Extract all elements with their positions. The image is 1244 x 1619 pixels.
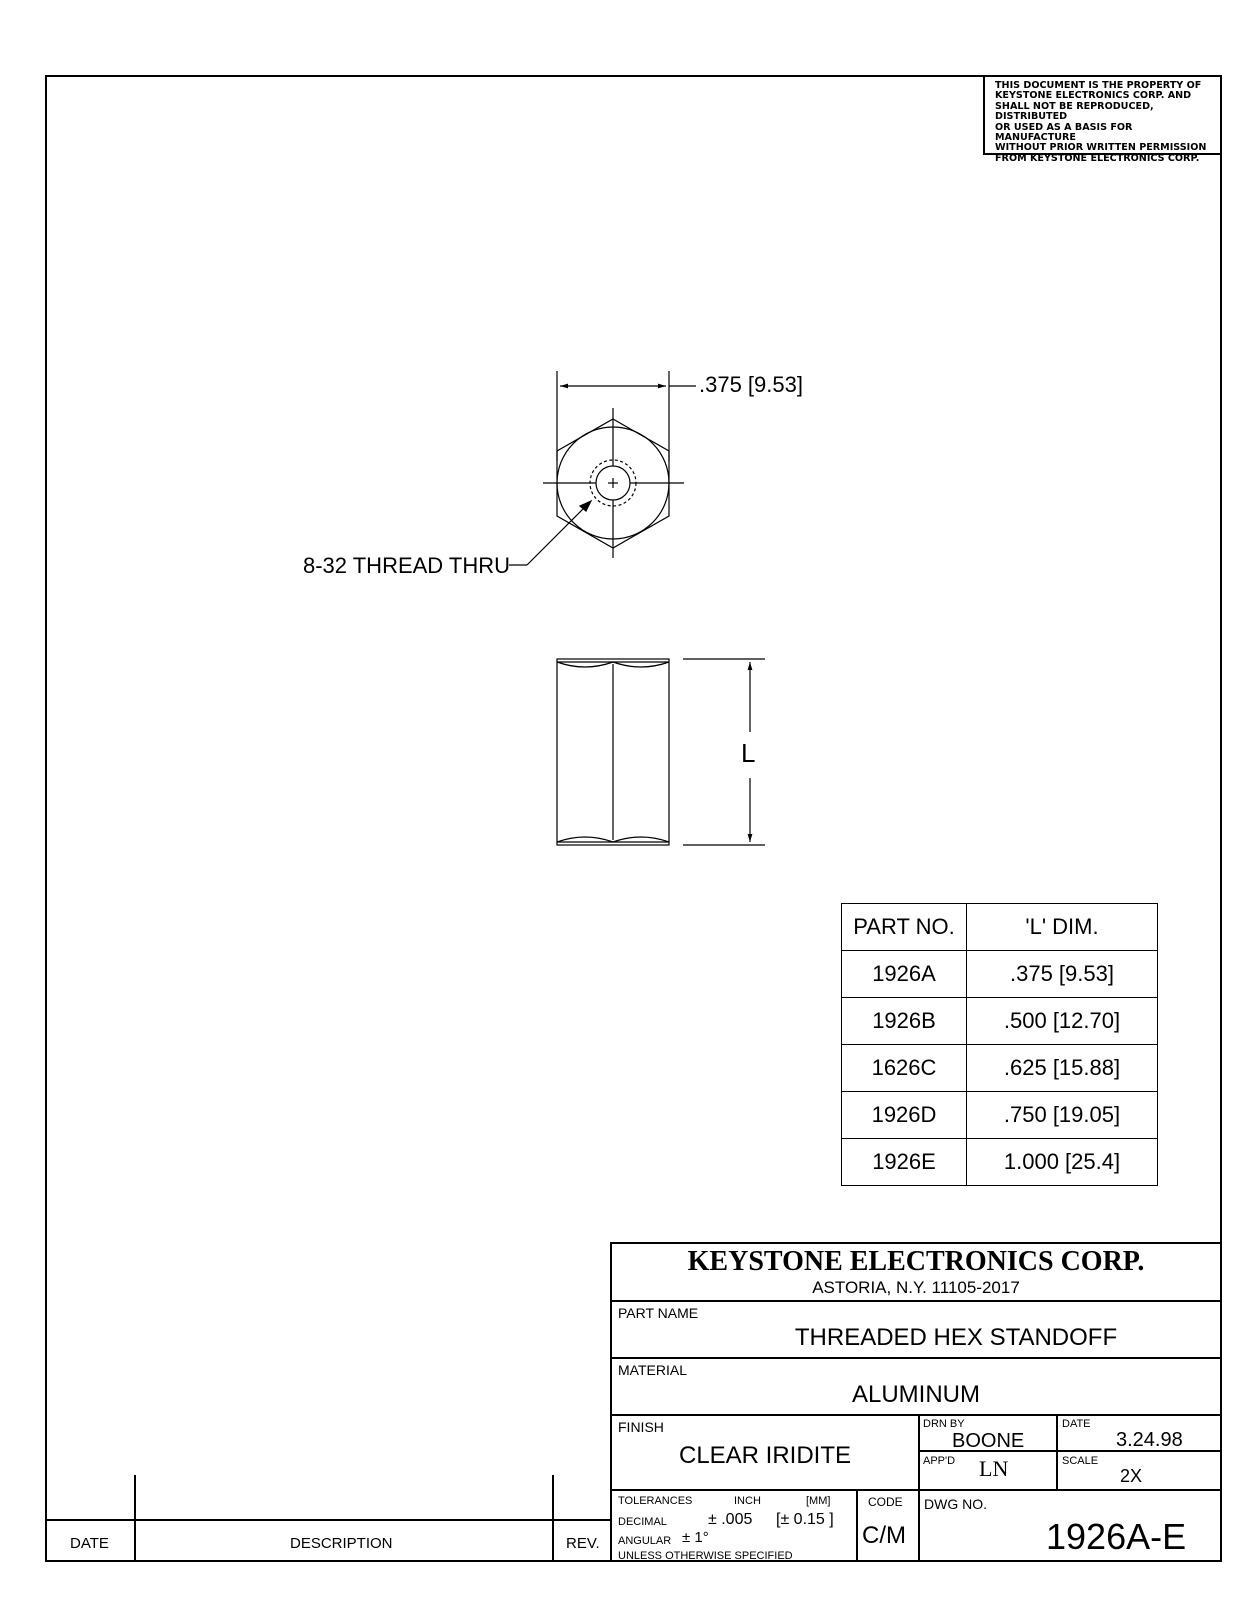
- table-row: [842, 951, 1158, 998]
- part-no-cell: 1926B: [842, 998, 967, 1045]
- finish-value: CLEAR IRIDITE: [678, 1442, 852, 1469]
- part-number-table: [841, 903, 1158, 1186]
- scale-value: 2X: [1120, 1466, 1143, 1486]
- thread-leader-arrow: [580, 501, 591, 511]
- dwg-no-value: 1926A-E: [1046, 1516, 1187, 1557]
- notice-line: OR USED AS A BASIS FOR MANUFACTURE: [995, 121, 1133, 144]
- notice-line: THIS DOCUMENT IS THE PROPERTY OF: [995, 80, 1202, 91]
- flat-arc-bottom-right: [613, 837, 669, 842]
- length-dimension-label: L: [741, 738, 756, 768]
- part-no-cell: 1626C: [842, 1045, 967, 1092]
- part-name-label: PART NAME: [618, 1305, 699, 1321]
- l-dim-cell: .500 [12.70]: [967, 998, 1158, 1045]
- part-no-cell: 1926E: [842, 1139, 967, 1186]
- flat-arc-top-right: [613, 662, 669, 667]
- revision-date-label: DATE: [70, 1535, 109, 1552]
- date-value: 3.24.98: [1116, 1429, 1183, 1451]
- scale-label: SCALE: [1062, 1455, 1099, 1467]
- flat-arc-bottom-left: [557, 837, 613, 842]
- notice-line: FROM KEYSTONE ELECTRONICS CORP.: [995, 152, 1200, 164]
- flat-arc-top-left: [557, 662, 613, 667]
- material-label: MATERIAL: [618, 1362, 687, 1378]
- mm-label: [MM]: [806, 1495, 831, 1507]
- l-dim-cell: .625 [15.88]: [967, 1045, 1158, 1092]
- top-view: [509, 371, 696, 565]
- table-row: [842, 1045, 1158, 1092]
- l-dim-cell: 1.000 [25.4]: [967, 1139, 1158, 1186]
- part-name-value: THREADED HEX STANDOFF: [794, 1324, 1118, 1351]
- unless-note: UNLESS OTHERWISE SPECIFIED: [618, 1550, 793, 1562]
- inch-label: INCH: [734, 1495, 761, 1507]
- title-block: [610, 1242, 1220, 1560]
- table-row: [842, 998, 1158, 1045]
- angular-label: ANGULAR: [618, 1535, 672, 1547]
- notice-line: WITHOUT PRIOR WRITTEN PERMISSION: [995, 142, 1207, 154]
- angular-value: ± 1°: [682, 1529, 709, 1546]
- material-value: ALUMINUM: [851, 1381, 980, 1408]
- company-name: KEYSTONE ELECTRONICS CORP.: [687, 1246, 1145, 1277]
- code-value: C/M: [862, 1522, 906, 1549]
- table-row: [842, 1092, 1158, 1139]
- revision-description-label: DESCRIPTION: [290, 1535, 393, 1552]
- decimal-label: DECIMAL: [618, 1516, 667, 1528]
- finish-label: FINISH: [618, 1419, 664, 1435]
- l-dim-cell: .375 [9.53]: [967, 951, 1158, 998]
- code-label: CODE: [868, 1495, 903, 1509]
- notice-line: KEYSTONE ELECTRONICS CORP. AND: [995, 90, 1192, 102]
- header-part-no: PART NO.: [842, 904, 967, 951]
- notice-line: SHALL NOT BE REPRODUCED, DISTRIBUTED: [995, 100, 1154, 123]
- header-l-dim: 'L' DIM.: [967, 904, 1158, 951]
- decimal-inch-value: ± .005: [708, 1511, 753, 1528]
- appd-label: APP'D: [923, 1455, 956, 1467]
- part-no-cell: 1926A: [842, 951, 967, 998]
- width-dimension-label: .375 [9.53]: [699, 372, 803, 397]
- thread-leader: [527, 501, 591, 565]
- thread-note-label: 8-32 THREAD THRU: [303, 553, 511, 578]
- dwg-no-label: DWG NO.: [924, 1496, 987, 1512]
- revision-rev-label: REV.: [566, 1535, 600, 1552]
- company-address: ASTORIA, N.Y. 11105-2017: [812, 1278, 1020, 1297]
- tolerances-label: TOLERANCES: [618, 1495, 693, 1507]
- table-header-row: [842, 904, 1158, 951]
- part-no-cell: 1926D: [842, 1092, 967, 1139]
- drn-by-value: BOONE: [952, 1430, 1025, 1452]
- side-view: [557, 659, 765, 845]
- date-label: DATE: [1062, 1418, 1091, 1430]
- l-dim-cell: .750 [19.05]: [967, 1092, 1158, 1139]
- decimal-mm-value: [± 0.15 ]: [776, 1511, 834, 1528]
- drn-by-label: DRN BY: [923, 1418, 965, 1430]
- table-row: [842, 1139, 1158, 1186]
- appd-value: LN: [979, 1456, 1009, 1481]
